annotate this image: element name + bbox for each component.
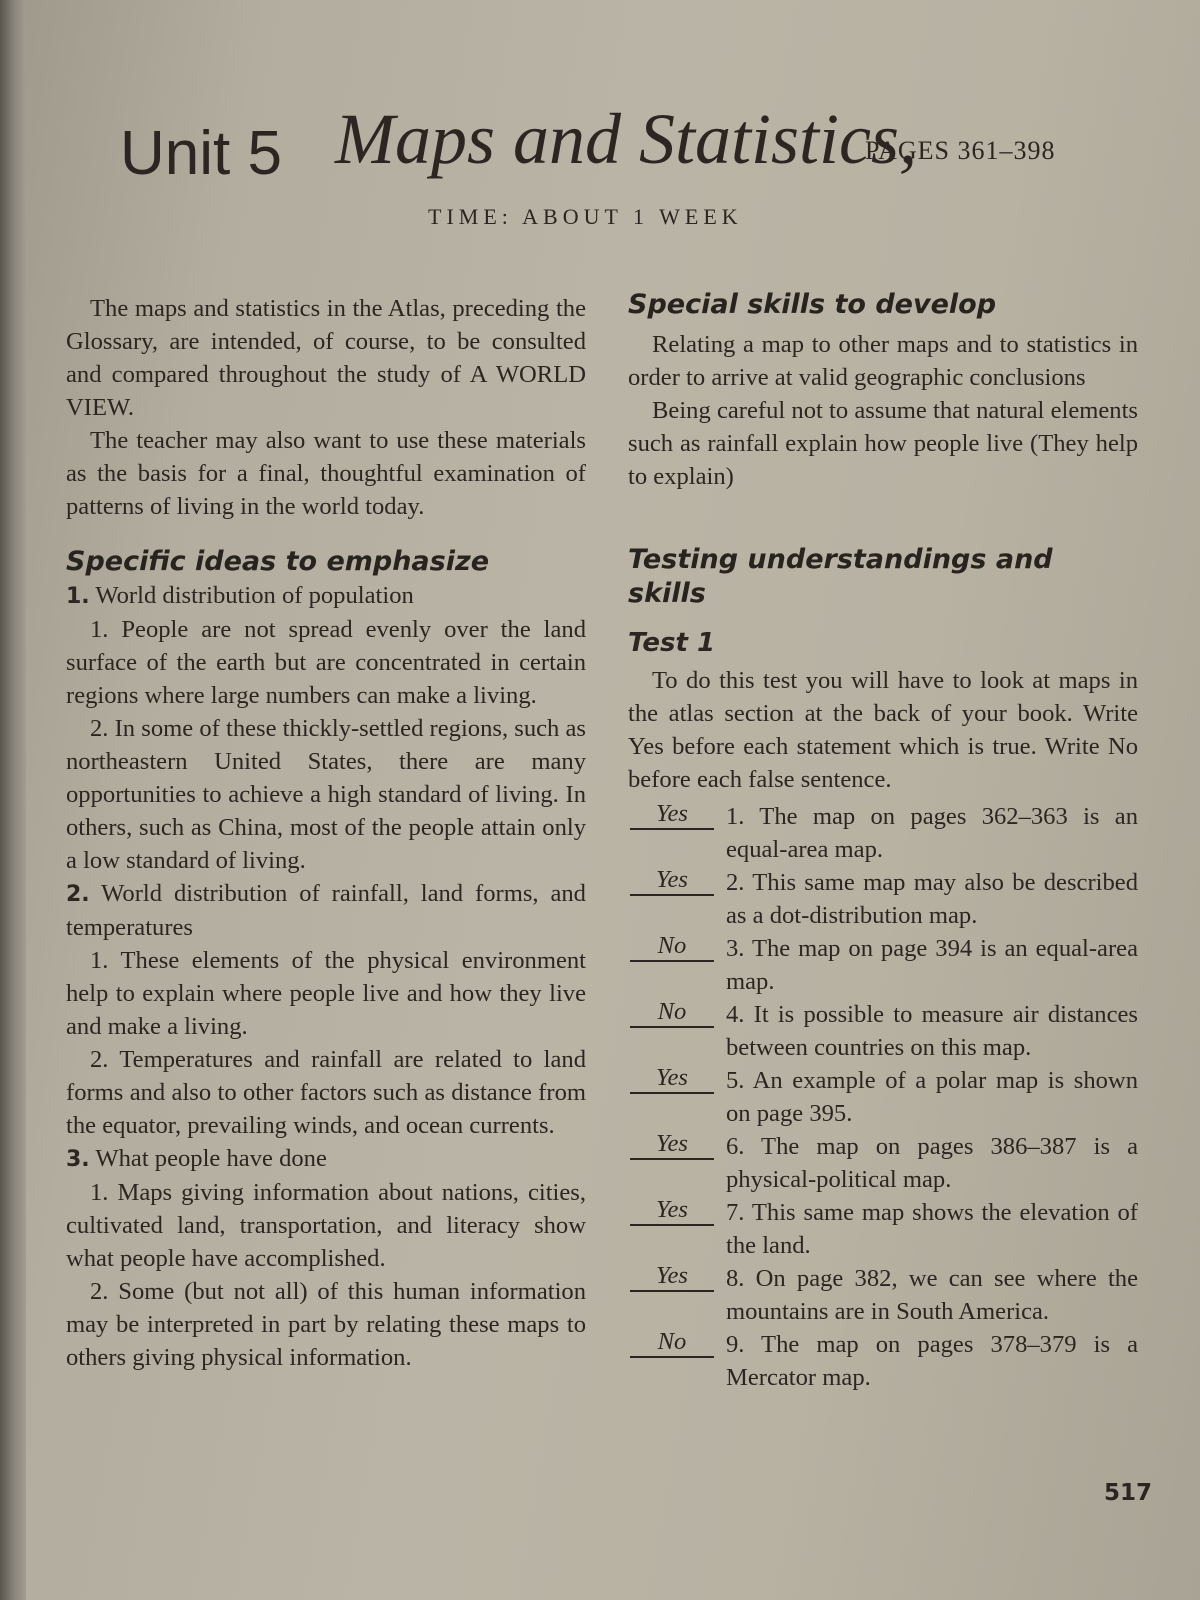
test-instructions: To do this test you will have to look at maps in the atlas section at the back of your book. Write Yes before each statement which is true. Write No before each false sentence. bbox=[628, 667, 1138, 793]
question-text: 7. This same map shows the elevation of the land. bbox=[726, 1199, 1138, 1259]
special-skills-heading: Special skills to develop bbox=[628, 289, 997, 320]
test-question bbox=[628, 1130, 1138, 1196]
test-question bbox=[628, 1064, 1138, 1130]
test-question bbox=[628, 1196, 1138, 1262]
intro-paragraph-2: The teacher may also want to use these materials as the basis for a final, thoughtful examination of patterns of living in the world today. bbox=[66, 427, 586, 520]
question-text: 2. This same map may also be described as a dot-distribution map. bbox=[726, 869, 1138, 929]
answer-blank[interactable]: No bbox=[630, 1328, 714, 1358]
unit-title: Maps and Statistics, bbox=[335, 99, 918, 179]
skill-paragraph-2: Being careful not to assume that natural elements such as rainfall explain how people live (They help to explain) bbox=[628, 397, 1138, 490]
outline-sub: 1. These elements of the physical environment help to explain where people live and how they live and make a living. bbox=[66, 947, 586, 1040]
answer-blank[interactable]: Yes bbox=[630, 800, 714, 830]
specific-ideas-heading: Specific ideas to emphasize bbox=[66, 546, 490, 577]
outline-title: What people have done bbox=[95, 1145, 327, 1172]
left-column bbox=[66, 292, 586, 1374]
book-spine bbox=[0, 0, 26, 1600]
question-text: 4. It is possible to measure air distances between countries on this map. bbox=[726, 1001, 1138, 1061]
time-estimate: TIME: ABOUT 1 WEEK bbox=[428, 204, 743, 229]
outline-item-2 bbox=[66, 877, 586, 944]
answer-blank[interactable]: Yes bbox=[630, 1064, 714, 1094]
testing-heading: Testing understandings and skills bbox=[628, 544, 1053, 609]
answer-blank[interactable]: No bbox=[630, 932, 714, 962]
question-text: 9. The map on pages 378–379 is a Mercator map. bbox=[726, 1331, 1138, 1391]
outline-sub: 2. Some (but not all) of this human information may be interpreted in part by relating these maps to others giving physical information. bbox=[66, 1278, 586, 1371]
right-column bbox=[628, 288, 1138, 1394]
test-question-list bbox=[628, 800, 1138, 1394]
question-text: 3. The map on page 394 is an equal-area map. bbox=[726, 935, 1138, 995]
outline-number: 2. bbox=[66, 882, 90, 907]
answer-blank[interactable]: No bbox=[630, 998, 714, 1028]
skill-paragraph-1: Relating a map to other maps and to statistics in order to arrive at valid geographic conclusions bbox=[628, 331, 1138, 391]
outline-number: 1. bbox=[66, 584, 90, 609]
page-range: PAGES 361–398 bbox=[865, 136, 1056, 165]
page-number: 517 bbox=[1104, 1480, 1153, 1506]
outline-title: World distribution of population bbox=[95, 582, 414, 609]
test-question bbox=[628, 998, 1138, 1064]
outline-sub: 1. People are not spread evenly over the land surface of the earth but are concentrated in certain regions where large numbers can make a living. bbox=[66, 616, 586, 709]
outline-title: World distribution of rainfall, land forms, and temperatures bbox=[66, 880, 586, 941]
answer-blank[interactable]: Yes bbox=[630, 866, 714, 896]
test-question bbox=[628, 932, 1138, 998]
outline-item-3 bbox=[66, 1142, 586, 1176]
outline-sub: 2. In some of these thickly-settled regions, such as northeastern United States, there are many opportunities to achieve a high standard of living. In others, such as China, most of the people attain only a low standard of living. bbox=[66, 715, 586, 874]
outline-sub: 1. Maps giving information about nations, cities, cultivated land, transportation, and literacy show what people have accomplished. bbox=[66, 1179, 586, 1272]
question-text: 1. The map on pages 362–363 is an equal-area map. bbox=[726, 803, 1138, 863]
intro-paragraph-1: The maps and statistics in the Atlas, preceding the Glossary, are intended, of course, to be consulted and compared throughout the study of A WORLD VIEW. bbox=[66, 295, 586, 421]
question-text: 6. The map on pages 386–387 is a physical-political map. bbox=[726, 1133, 1138, 1193]
unit-title-row bbox=[120, 98, 1120, 198]
test-question bbox=[628, 1328, 1138, 1394]
test-title: Test 1 bbox=[628, 628, 716, 658]
unit-label: Unit 5 bbox=[120, 119, 282, 188]
outline-sub: 2. Temperatures and rainfall are related to land forms and also to other factors such as distance from the equator, prevailing winds, and ocean currents. bbox=[66, 1046, 586, 1139]
question-text: 5. An example of a polar map is shown on page 395. bbox=[726, 1067, 1138, 1127]
test-question bbox=[628, 1262, 1138, 1328]
answer-blank[interactable]: Yes bbox=[630, 1196, 714, 1226]
test-question bbox=[628, 866, 1138, 932]
answer-blank[interactable]: Yes bbox=[630, 1262, 714, 1292]
question-text: 8. On page 382, we can see where the mountains are in South America. bbox=[726, 1265, 1138, 1325]
outline-item-1 bbox=[66, 579, 586, 613]
outline-number: 3. bbox=[66, 1147, 90, 1172]
answer-blank[interactable]: Yes bbox=[630, 1130, 714, 1160]
test-question bbox=[628, 800, 1138, 866]
